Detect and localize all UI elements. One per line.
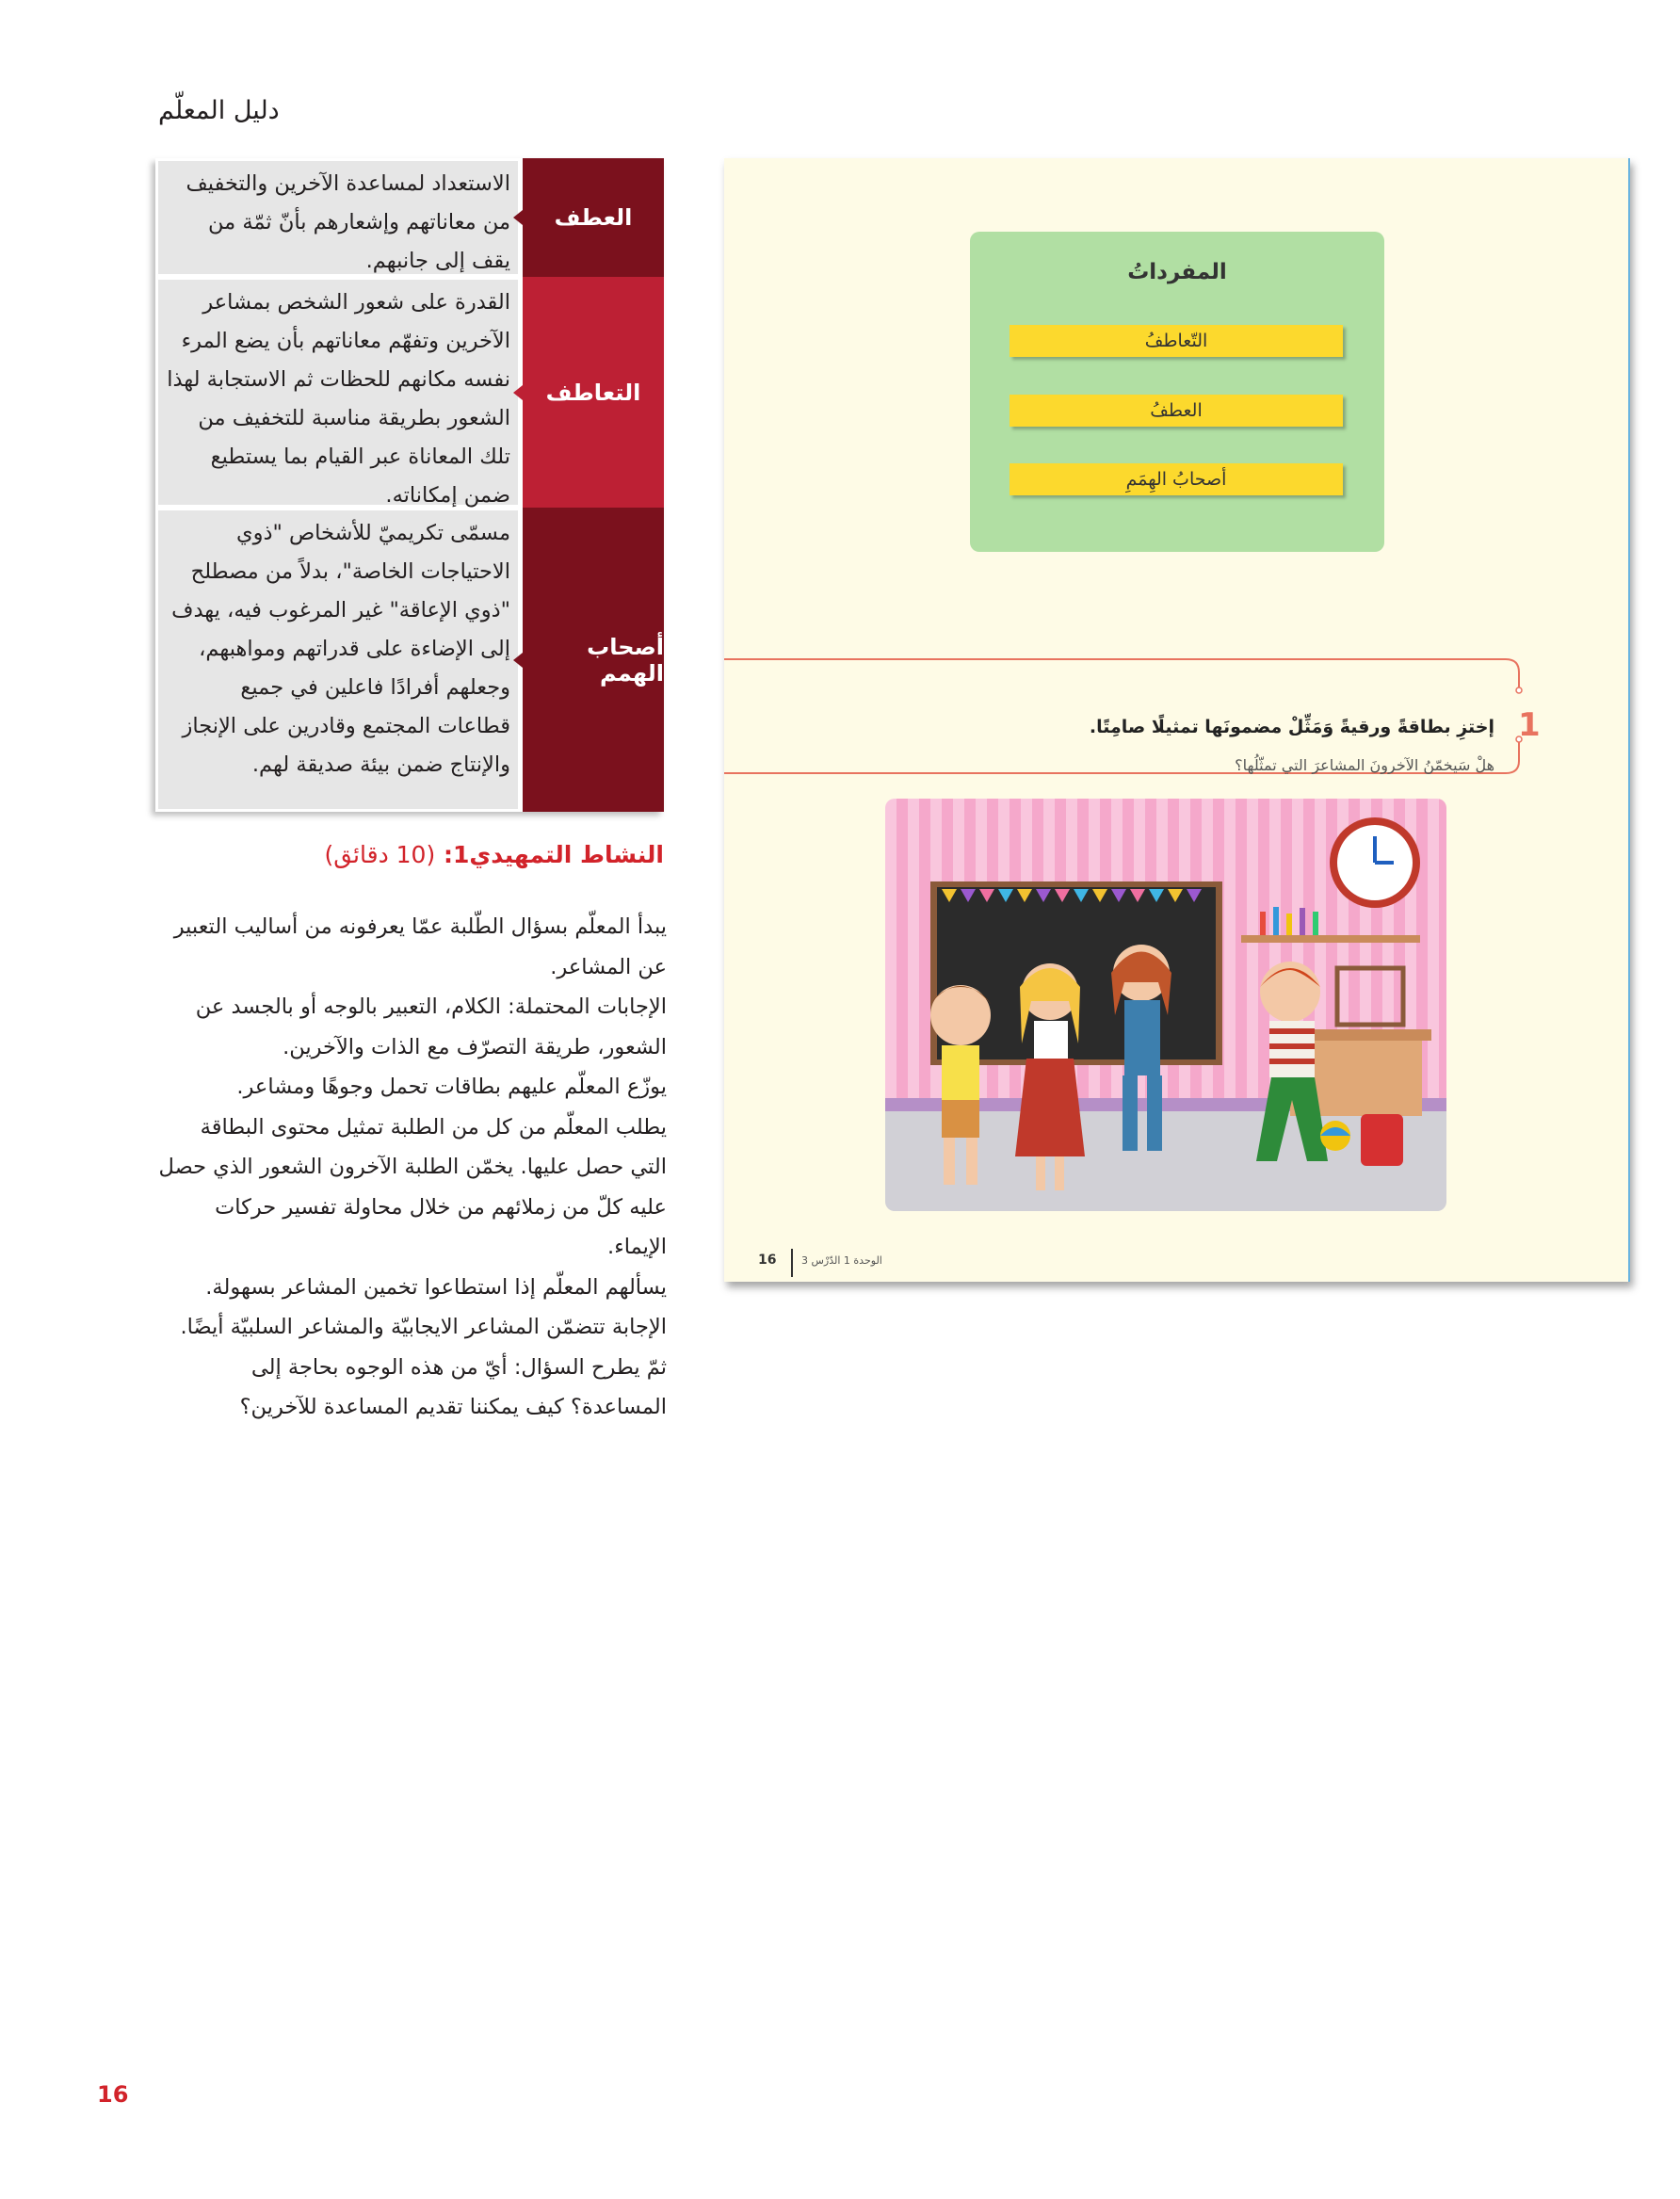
vocab-definition: القدرة على شعور الشخص بمشاعر الآخرين وتفهّم معاناتهم بأن يضع المرء نفسه مكانهم للحظات ثم الاستجابة لهذا الشعور بطريقة مناسبة للتخفيف من تلك المعاناة عبر القيام بما يستطيع ضمن إمكاناته. — [158, 280, 518, 505]
student-page-footer — [724, 1249, 1628, 1277]
activity-paragraph: الإجابات المحتملة: الكلام، التعبير بالوجه أو بالجسد عن الشعور، طريقة التصرّف مع الذات والآخرين. — [195, 994, 667, 1059]
vocab-word-tag: العطفُ — [1010, 395, 1343, 427]
activity-duration: (10 دقائق) — [324, 841, 436, 868]
classroom-illustration — [885, 799, 1446, 1211]
vocab-word-tag: التّعاطفُ — [1010, 325, 1343, 357]
pointer-arrow-icon — [513, 653, 523, 668]
activity-paragraph: يوزّع المعلّم عليهم بطاقات تحمل وجوهًا ومشاعر. — [236, 1075, 667, 1099]
vocab-definition: مسمّى تكريميّ للأشخاص "ذوي الاحتياجات الخاصة"، بدلاً من مصطلح "ذوي الإعاقة" غير المرغوب فيه، يهدف إلى الإضاءة على قدراتهم ومواهبهم، وجعلهم أفرادًا فاعلين في جميع قطاعات المجتمع وقادرين على الإنجاز والإنتاج ضمن بيئة صديقة لهم. — [158, 510, 518, 809]
pointer-arrow-icon — [513, 210, 523, 225]
vocabulary-table — [155, 158, 664, 812]
task-number: 1 — [1518, 706, 1541, 744]
activity-title: النشاط التمهيدي1: — [443, 841, 664, 868]
vocab-term: أصحاب الهمم — [587, 633, 664, 687]
activity-paragraph: يطلب المعلّم من كل من الطلبة تمثيل محتوى البطاقة التي حصل عليها. يخمّن الطلبة الآخرون الشعور الذي حصل عليه كلّ من زملائهم من خلال محاولة تفسير حركات الإيماء. — [158, 1114, 667, 1259]
guide-title: دليل المعلّم — [158, 96, 280, 125]
footer-divider — [791, 1249, 793, 1277]
activity-body — [158, 907, 667, 1428]
vocabulary-box — [970, 232, 1384, 552]
unit-lesson-label: الوحدة 1 الدّرْس 3 — [801, 1254, 882, 1267]
vocab-word-tag: أصحابُ الهِمَمِ — [1010, 463, 1343, 495]
task-question: هلْ سَيخمّنُ الآخرونَ المشاعرَ التي تمثّلُها؟ — [1235, 756, 1494, 774]
vocab-definition: الاستعداد لمساعدة الآخرين والتخفيف من معاناتهم وإشعارهم بأنّ ثمّة من يقف إلى جانبهم. — [158, 161, 518, 274]
vocab-term: التعاطف — [545, 379, 641, 406]
vocab-term-cell — [523, 277, 664, 508]
task-instruction: إختزِ بطاقةً ورقيةً وَمَثِّلْ مضمونَها تمثيلًا صامِتًا. — [1089, 717, 1494, 737]
vocab-row — [155, 158, 664, 277]
vocab-term: العطف — [554, 204, 633, 231]
vocab-term-cell — [523, 158, 664, 277]
student-page-number: 16 — [758, 1253, 777, 1268]
pointer-arrow-icon — [513, 385, 523, 400]
vocab-row — [155, 277, 664, 508]
vocab-row — [155, 508, 664, 812]
page-number: 16 — [97, 2081, 129, 2108]
activity-paragraph: يسألهم المعلّم إذا استطاعوا تخمين المشاعر بسهولة. الإجابة تتضمّن المشاعر الايجابيّة والمشاعر السلبيّة أيضًا. ثمّ يطرح السؤال: أيّ من هذه الوجوه بحاجة إلى المساعدة؟ كيف يمكننا تقديم المساعدة للآخرين؟ — [180, 1274, 667, 1419]
vocabulary-box-title: المفرداتُ — [1127, 260, 1227, 284]
activity-heading — [158, 841, 664, 868]
activity-paragraph: يبدأ المعلّم بسؤال الطّلبة عمّا يعرفونه من أساليب التعبير عن المشاعر. — [173, 914, 667, 979]
student-book-page — [724, 158, 1630, 1282]
vocab-term-cell — [523, 508, 664, 812]
